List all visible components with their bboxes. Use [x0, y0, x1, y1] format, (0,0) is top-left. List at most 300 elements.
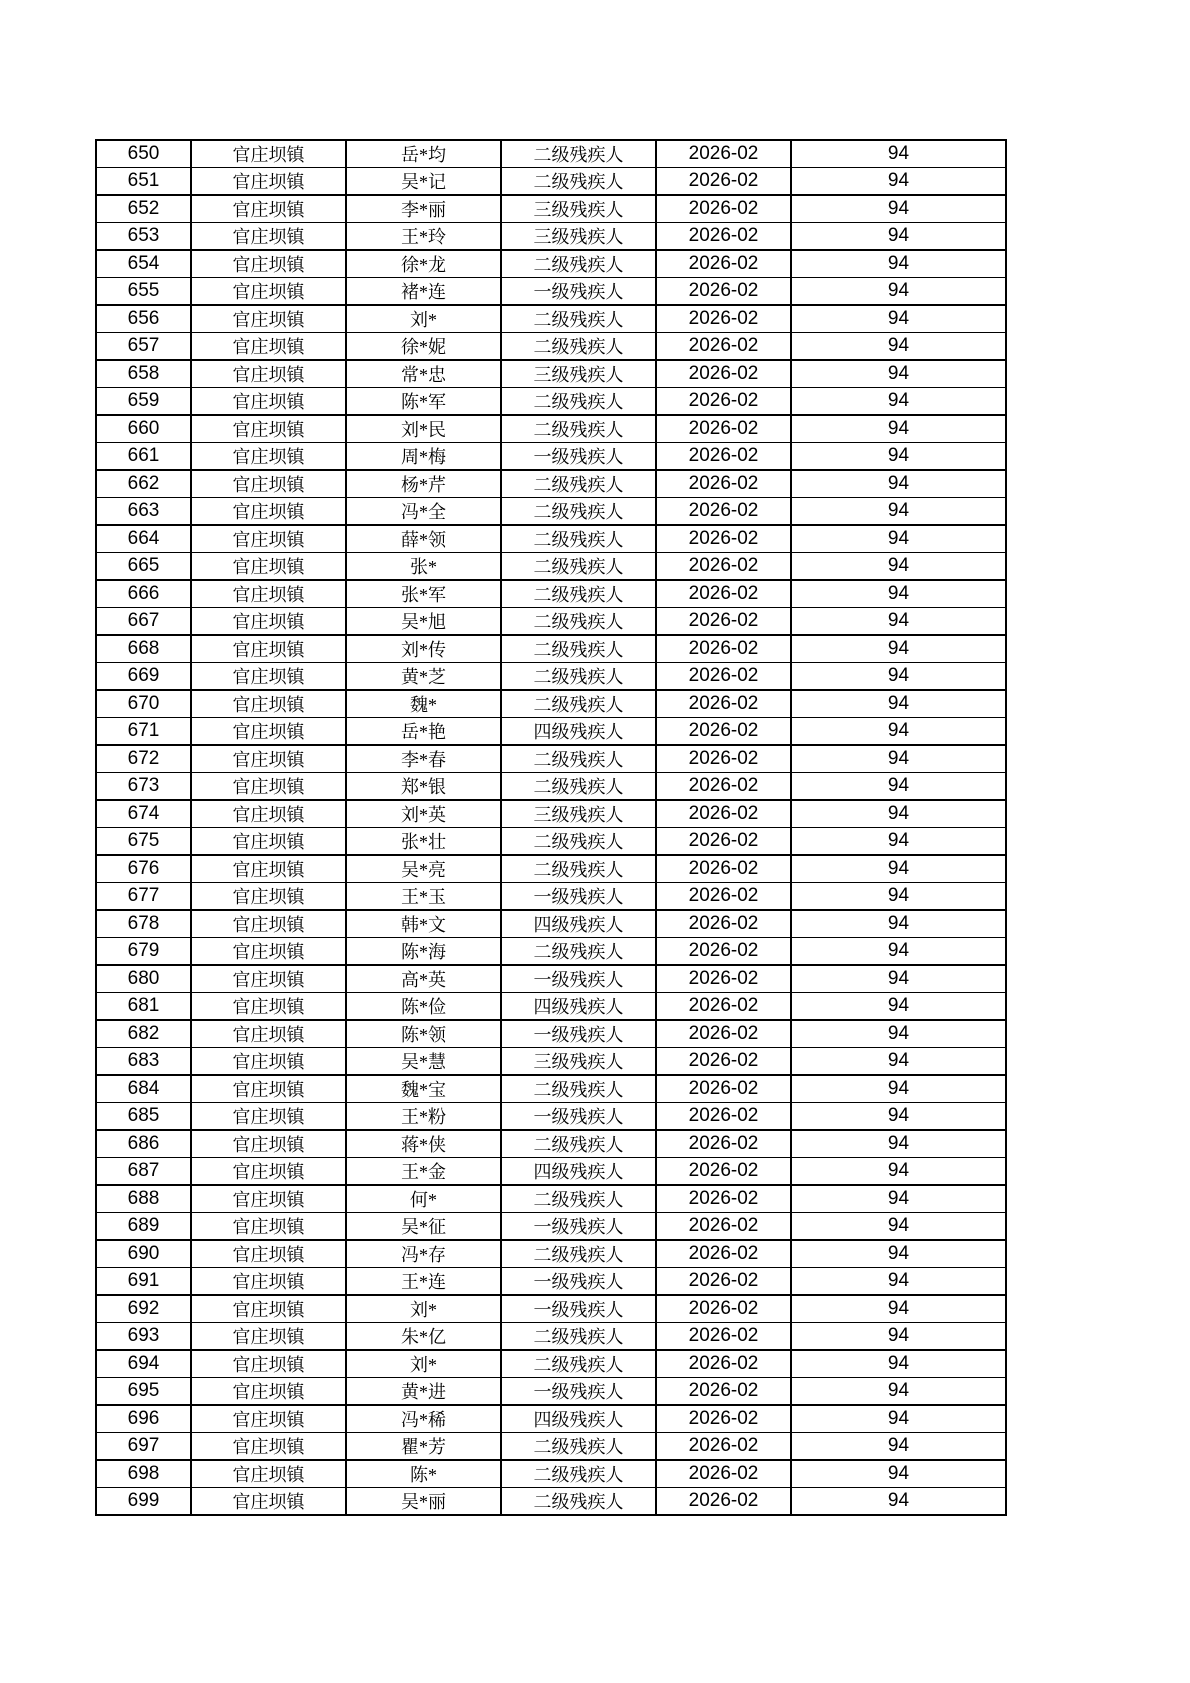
cell-month: 2026-02 [656, 1130, 791, 1158]
table-row [96, 1185, 1006, 1213]
cell-serial-number: 672 [96, 745, 191, 773]
cell-month: 2026-02 [656, 773, 791, 801]
cell-town: 官庄坝镇 [191, 883, 346, 911]
cell-name: 李*丽 [346, 195, 501, 223]
cell-name: 黄*芝 [346, 663, 501, 691]
cell-disability-level: 二级残疾人 [501, 1488, 656, 1516]
cell-disability-level: 二级残疾人 [501, 553, 656, 581]
cell-amount: 94 [791, 1488, 1006, 1516]
cell-serial-number: 654 [96, 250, 191, 278]
beneficiary-table-body [96, 140, 1006, 1515]
cell-month: 2026-02 [656, 965, 791, 993]
cell-amount: 94 [791, 223, 1006, 251]
table-row [96, 1213, 1006, 1241]
cell-town: 官庄坝镇 [191, 1268, 346, 1296]
cell-town: 官庄坝镇 [191, 1378, 346, 1406]
cell-month: 2026-02 [656, 1048, 791, 1076]
cell-serial-number: 677 [96, 883, 191, 911]
cell-serial-number: 666 [96, 580, 191, 608]
cell-town: 官庄坝镇 [191, 305, 346, 333]
cell-serial-number: 687 [96, 1158, 191, 1186]
cell-disability-level: 二级残疾人 [501, 1240, 656, 1268]
table-row [96, 910, 1006, 938]
cell-amount: 94 [791, 1350, 1006, 1378]
cell-month: 2026-02 [656, 855, 791, 883]
cell-name: 杨*芹 [346, 470, 501, 498]
cell-town: 官庄坝镇 [191, 1433, 346, 1461]
table-row [96, 1350, 1006, 1378]
cell-disability-level: 二级残疾人 [501, 388, 656, 416]
cell-town: 官庄坝镇 [191, 1213, 346, 1241]
table-row [96, 1268, 1006, 1296]
table-row [96, 938, 1006, 966]
cell-amount: 94 [791, 1460, 1006, 1488]
cell-serial-number: 692 [96, 1295, 191, 1323]
cell-name: 朱*亿 [346, 1323, 501, 1351]
cell-month: 2026-02 [656, 718, 791, 746]
table-row [96, 1295, 1006, 1323]
cell-amount: 94 [791, 195, 1006, 223]
cell-name: 魏* [346, 690, 501, 718]
cell-disability-level: 二级残疾人 [501, 855, 656, 883]
cell-disability-level: 二级残疾人 [501, 1075, 656, 1103]
cell-month: 2026-02 [656, 910, 791, 938]
table-row [96, 580, 1006, 608]
cell-month: 2026-02 [656, 635, 791, 663]
cell-month: 2026-02 [656, 278, 791, 306]
cell-town: 官庄坝镇 [191, 855, 346, 883]
cell-month: 2026-02 [656, 663, 791, 691]
cell-month: 2026-02 [656, 938, 791, 966]
cell-amount: 94 [791, 1075, 1006, 1103]
cell-town: 官庄坝镇 [191, 635, 346, 663]
cell-month: 2026-02 [656, 1103, 791, 1131]
cell-serial-number: 671 [96, 718, 191, 746]
cell-name: 刘* [346, 1350, 501, 1378]
table-row [96, 718, 1006, 746]
cell-amount: 94 [791, 855, 1006, 883]
table-row [96, 855, 1006, 883]
cell-serial-number: 696 [96, 1405, 191, 1433]
cell-serial-number: 685 [96, 1103, 191, 1131]
cell-month: 2026-02 [656, 1213, 791, 1241]
cell-disability-level: 二级残疾人 [501, 663, 656, 691]
cell-name: 刘* [346, 1295, 501, 1323]
cell-town: 官庄坝镇 [191, 1295, 346, 1323]
cell-town: 官庄坝镇 [191, 690, 346, 718]
beneficiary-table [95, 139, 1007, 1516]
cell-serial-number: 686 [96, 1130, 191, 1158]
cell-name: 张* [346, 553, 501, 581]
cell-month: 2026-02 [656, 305, 791, 333]
cell-serial-number: 697 [96, 1433, 191, 1461]
table-row [96, 470, 1006, 498]
cell-serial-number: 652 [96, 195, 191, 223]
cell-month: 2026-02 [656, 1378, 791, 1406]
cell-serial-number: 688 [96, 1185, 191, 1213]
cell-amount: 94 [791, 1048, 1006, 1076]
cell-serial-number: 673 [96, 773, 191, 801]
table-row [96, 388, 1006, 416]
cell-disability-level: 一级残疾人 [501, 1020, 656, 1048]
cell-serial-number: 665 [96, 553, 191, 581]
cell-disability-level: 二级残疾人 [501, 828, 656, 856]
cell-town: 官庄坝镇 [191, 1405, 346, 1433]
table-row [96, 635, 1006, 663]
cell-disability-level: 三级残疾人 [501, 223, 656, 251]
cell-disability-level: 一级残疾人 [501, 1378, 656, 1406]
cell-amount: 94 [791, 993, 1006, 1021]
cell-disability-level: 一级残疾人 [501, 443, 656, 471]
cell-town: 官庄坝镇 [191, 1240, 346, 1268]
cell-amount: 94 [791, 883, 1006, 911]
cell-month: 2026-02 [656, 443, 791, 471]
table-row [96, 278, 1006, 306]
table-row [96, 1378, 1006, 1406]
table-row [96, 305, 1006, 333]
cell-serial-number: 695 [96, 1378, 191, 1406]
cell-month: 2026-02 [656, 1323, 791, 1351]
cell-month: 2026-02 [656, 333, 791, 361]
cell-town: 官庄坝镇 [191, 1460, 346, 1488]
cell-serial-number: 655 [96, 278, 191, 306]
table-row [96, 1488, 1006, 1516]
cell-month: 2026-02 [656, 1268, 791, 1296]
cell-town: 官庄坝镇 [191, 1103, 346, 1131]
cell-serial-number: 684 [96, 1075, 191, 1103]
table-row [96, 1048, 1006, 1076]
cell-name: 刘*英 [346, 800, 501, 828]
table-row [96, 800, 1006, 828]
cell-disability-level: 四级残疾人 [501, 993, 656, 1021]
cell-name: 王*连 [346, 1268, 501, 1296]
cell-amount: 94 [791, 498, 1006, 526]
cell-town: 官庄坝镇 [191, 360, 346, 388]
cell-serial-number: 679 [96, 938, 191, 966]
cell-serial-number: 661 [96, 443, 191, 471]
cell-name: 李*春 [346, 745, 501, 773]
cell-month: 2026-02 [656, 745, 791, 773]
cell-amount: 94 [791, 1405, 1006, 1433]
cell-serial-number: 683 [96, 1048, 191, 1076]
cell-amount: 94 [791, 1185, 1006, 1213]
cell-amount: 94 [791, 525, 1006, 553]
cell-name: 王*玲 [346, 223, 501, 251]
cell-disability-level: 三级残疾人 [501, 195, 656, 223]
cell-month: 2026-02 [656, 1158, 791, 1186]
cell-month: 2026-02 [656, 1433, 791, 1461]
cell-disability-level: 四级残疾人 [501, 1405, 656, 1433]
cell-name: 冯*全 [346, 498, 501, 526]
cell-town: 官庄坝镇 [191, 718, 346, 746]
cell-name: 薛*领 [346, 525, 501, 553]
table-row [96, 663, 1006, 691]
table-row [96, 993, 1006, 1021]
cell-amount: 94 [791, 470, 1006, 498]
cell-amount: 94 [791, 635, 1006, 663]
cell-name: 吴*亮 [346, 855, 501, 883]
cell-disability-level: 一级残疾人 [501, 1295, 656, 1323]
cell-name: 张*壮 [346, 828, 501, 856]
cell-disability-level: 二级残疾人 [501, 580, 656, 608]
cell-serial-number: 663 [96, 498, 191, 526]
cell-amount: 94 [791, 745, 1006, 773]
table-row [96, 360, 1006, 388]
cell-amount: 94 [791, 1158, 1006, 1186]
cell-serial-number: 693 [96, 1323, 191, 1351]
cell-town: 官庄坝镇 [191, 470, 346, 498]
cell-town: 官庄坝镇 [191, 1075, 346, 1103]
cell-town: 官庄坝镇 [191, 828, 346, 856]
cell-name: 吴*旭 [346, 608, 501, 636]
cell-disability-level: 二级残疾人 [501, 333, 656, 361]
cell-disability-level: 二级残疾人 [501, 1323, 656, 1351]
cell-disability-level: 一级残疾人 [501, 278, 656, 306]
cell-disability-level: 一级残疾人 [501, 1103, 656, 1131]
cell-name: 吴*慧 [346, 1048, 501, 1076]
cell-amount: 94 [791, 333, 1006, 361]
cell-amount: 94 [791, 1240, 1006, 1268]
cell-serial-number: 675 [96, 828, 191, 856]
cell-town: 官庄坝镇 [191, 388, 346, 416]
cell-month: 2026-02 [656, 195, 791, 223]
cell-amount: 94 [791, 663, 1006, 691]
cell-disability-level: 二级残疾人 [501, 498, 656, 526]
cell-disability-level: 二级残疾人 [501, 690, 656, 718]
table-row [96, 1323, 1006, 1351]
cell-month: 2026-02 [656, 1405, 791, 1433]
cell-town: 官庄坝镇 [191, 608, 346, 636]
cell-month: 2026-02 [656, 883, 791, 911]
cell-town: 官庄坝镇 [191, 580, 346, 608]
cell-amount: 94 [791, 608, 1006, 636]
table-row [96, 1020, 1006, 1048]
cell-month: 2026-02 [656, 1350, 791, 1378]
cell-amount: 94 [791, 360, 1006, 388]
cell-town: 官庄坝镇 [191, 168, 346, 196]
table-row [96, 443, 1006, 471]
cell-amount: 94 [791, 938, 1006, 966]
cell-name: 徐*龙 [346, 250, 501, 278]
cell-disability-level: 一级残疾人 [501, 1213, 656, 1241]
cell-amount: 94 [791, 965, 1006, 993]
cell-serial-number: 690 [96, 1240, 191, 1268]
cell-town: 官庄坝镇 [191, 415, 346, 443]
cell-serial-number: 676 [96, 855, 191, 883]
cell-amount: 94 [791, 553, 1006, 581]
cell-serial-number: 660 [96, 415, 191, 443]
cell-amount: 94 [791, 580, 1006, 608]
cell-town: 官庄坝镇 [191, 1158, 346, 1186]
cell-serial-number: 669 [96, 663, 191, 691]
table-row [96, 553, 1006, 581]
cell-serial-number: 699 [96, 1488, 191, 1516]
cell-serial-number: 658 [96, 360, 191, 388]
cell-disability-level: 二级残疾人 [501, 1350, 656, 1378]
cell-town: 官庄坝镇 [191, 965, 346, 993]
cell-disability-level: 二级残疾人 [501, 525, 656, 553]
cell-disability-level: 二级残疾人 [501, 305, 656, 333]
cell-name: 王*粉 [346, 1103, 501, 1131]
cell-town: 官庄坝镇 [191, 1185, 346, 1213]
cell-town: 官庄坝镇 [191, 443, 346, 471]
cell-serial-number: 682 [96, 1020, 191, 1048]
cell-amount: 94 [791, 443, 1006, 471]
table-row [96, 498, 1006, 526]
cell-name: 王*金 [346, 1158, 501, 1186]
cell-serial-number: 694 [96, 1350, 191, 1378]
cell-disability-level: 二级残疾人 [501, 745, 656, 773]
cell-name: 魏*宝 [346, 1075, 501, 1103]
cell-name: 褚*连 [346, 278, 501, 306]
cell-name: 吴*征 [346, 1213, 501, 1241]
cell-disability-level: 二级残疾人 [501, 1460, 656, 1488]
cell-name: 何* [346, 1185, 501, 1213]
cell-name: 常*忠 [346, 360, 501, 388]
cell-name: 吴*丽 [346, 1488, 501, 1516]
cell-amount: 94 [791, 1103, 1006, 1131]
cell-disability-level: 一级残疾人 [501, 883, 656, 911]
cell-serial-number: 674 [96, 800, 191, 828]
cell-name: 蒋*侠 [346, 1130, 501, 1158]
table-row [96, 168, 1006, 196]
table-row [96, 250, 1006, 278]
cell-town: 官庄坝镇 [191, 498, 346, 526]
cell-name: 刘*传 [346, 635, 501, 663]
cell-serial-number: 680 [96, 965, 191, 993]
cell-name: 刘*民 [346, 415, 501, 443]
table-row [96, 415, 1006, 443]
cell-disability-level: 一级残疾人 [501, 1268, 656, 1296]
cell-town: 官庄坝镇 [191, 1048, 346, 1076]
cell-disability-level: 二级残疾人 [501, 470, 656, 498]
table-row [96, 333, 1006, 361]
cell-disability-level: 二级残疾人 [501, 1185, 656, 1213]
cell-town: 官庄坝镇 [191, 938, 346, 966]
cell-amount: 94 [791, 1130, 1006, 1158]
cell-month: 2026-02 [656, 993, 791, 1021]
cell-month: 2026-02 [656, 1020, 791, 1048]
table-row [96, 883, 1006, 911]
cell-month: 2026-02 [656, 800, 791, 828]
cell-name: 陈*军 [346, 388, 501, 416]
cell-town: 官庄坝镇 [191, 910, 346, 938]
cell-name: 冯*稀 [346, 1405, 501, 1433]
cell-town: 官庄坝镇 [191, 663, 346, 691]
cell-disability-level: 四级残疾人 [501, 718, 656, 746]
cell-amount: 94 [791, 1323, 1006, 1351]
cell-serial-number: 651 [96, 168, 191, 196]
cell-serial-number: 698 [96, 1460, 191, 1488]
cell-serial-number: 656 [96, 305, 191, 333]
cell-month: 2026-02 [656, 828, 791, 856]
table-row [96, 965, 1006, 993]
cell-amount: 94 [791, 388, 1006, 416]
cell-amount: 94 [791, 250, 1006, 278]
cell-serial-number: 662 [96, 470, 191, 498]
cell-serial-number: 689 [96, 1213, 191, 1241]
cell-amount: 94 [791, 278, 1006, 306]
cell-serial-number: 678 [96, 910, 191, 938]
cell-month: 2026-02 [656, 168, 791, 196]
cell-month: 2026-02 [656, 525, 791, 553]
cell-disability-level: 四级残疾人 [501, 910, 656, 938]
cell-name: 王*玉 [346, 883, 501, 911]
cell-amount: 94 [791, 140, 1006, 168]
cell-name: 陈*海 [346, 938, 501, 966]
table-row [96, 745, 1006, 773]
cell-month: 2026-02 [656, 1185, 791, 1213]
cell-amount: 94 [791, 773, 1006, 801]
table-row [96, 1103, 1006, 1131]
cell-month: 2026-02 [656, 1240, 791, 1268]
cell-town: 官庄坝镇 [191, 553, 346, 581]
cell-amount: 94 [791, 718, 1006, 746]
cell-town: 官庄坝镇 [191, 800, 346, 828]
cell-town: 官庄坝镇 [191, 1488, 346, 1516]
table-row [96, 140, 1006, 168]
cell-serial-number: 659 [96, 388, 191, 416]
cell-amount: 94 [791, 1295, 1006, 1323]
cell-town: 官庄坝镇 [191, 1020, 346, 1048]
cell-disability-level: 三级残疾人 [501, 800, 656, 828]
table-row [96, 1158, 1006, 1186]
cell-name: 黄*进 [346, 1378, 501, 1406]
cell-name: 郑*银 [346, 773, 501, 801]
cell-disability-level: 二级残疾人 [501, 635, 656, 663]
cell-serial-number: 650 [96, 140, 191, 168]
cell-amount: 94 [791, 1378, 1006, 1406]
cell-town: 官庄坝镇 [191, 140, 346, 168]
cell-month: 2026-02 [656, 553, 791, 581]
cell-month: 2026-02 [656, 498, 791, 526]
cell-town: 官庄坝镇 [191, 333, 346, 361]
cell-disability-level: 二级残疾人 [501, 168, 656, 196]
cell-amount: 94 [791, 910, 1006, 938]
cell-amount: 94 [791, 1268, 1006, 1296]
cell-serial-number: 667 [96, 608, 191, 636]
cell-name: 刘* [346, 305, 501, 333]
cell-amount: 94 [791, 1020, 1006, 1048]
cell-name: 徐*妮 [346, 333, 501, 361]
cell-amount: 94 [791, 800, 1006, 828]
cell-amount: 94 [791, 1433, 1006, 1461]
cell-town: 官庄坝镇 [191, 1130, 346, 1158]
cell-name: 张*军 [346, 580, 501, 608]
cell-disability-level: 三级残疾人 [501, 1048, 656, 1076]
cell-month: 2026-02 [656, 223, 791, 251]
table-row [96, 608, 1006, 636]
table-row [96, 1130, 1006, 1158]
cell-month: 2026-02 [656, 250, 791, 278]
cell-name: 岳*艳 [346, 718, 501, 746]
cell-disability-level: 二级残疾人 [501, 1433, 656, 1461]
table-row [96, 1075, 1006, 1103]
cell-serial-number: 664 [96, 525, 191, 553]
cell-disability-level: 二级残疾人 [501, 415, 656, 443]
cell-name: 陈*俭 [346, 993, 501, 1021]
cell-amount: 94 [791, 415, 1006, 443]
cell-name: 韩*文 [346, 910, 501, 938]
cell-town: 官庄坝镇 [191, 278, 346, 306]
cell-month: 2026-02 [656, 360, 791, 388]
cell-serial-number: 657 [96, 333, 191, 361]
cell-month: 2026-02 [656, 1460, 791, 1488]
table-row [96, 1240, 1006, 1268]
cell-serial-number: 691 [96, 1268, 191, 1296]
cell-town: 官庄坝镇 [191, 250, 346, 278]
cell-month: 2026-02 [656, 580, 791, 608]
